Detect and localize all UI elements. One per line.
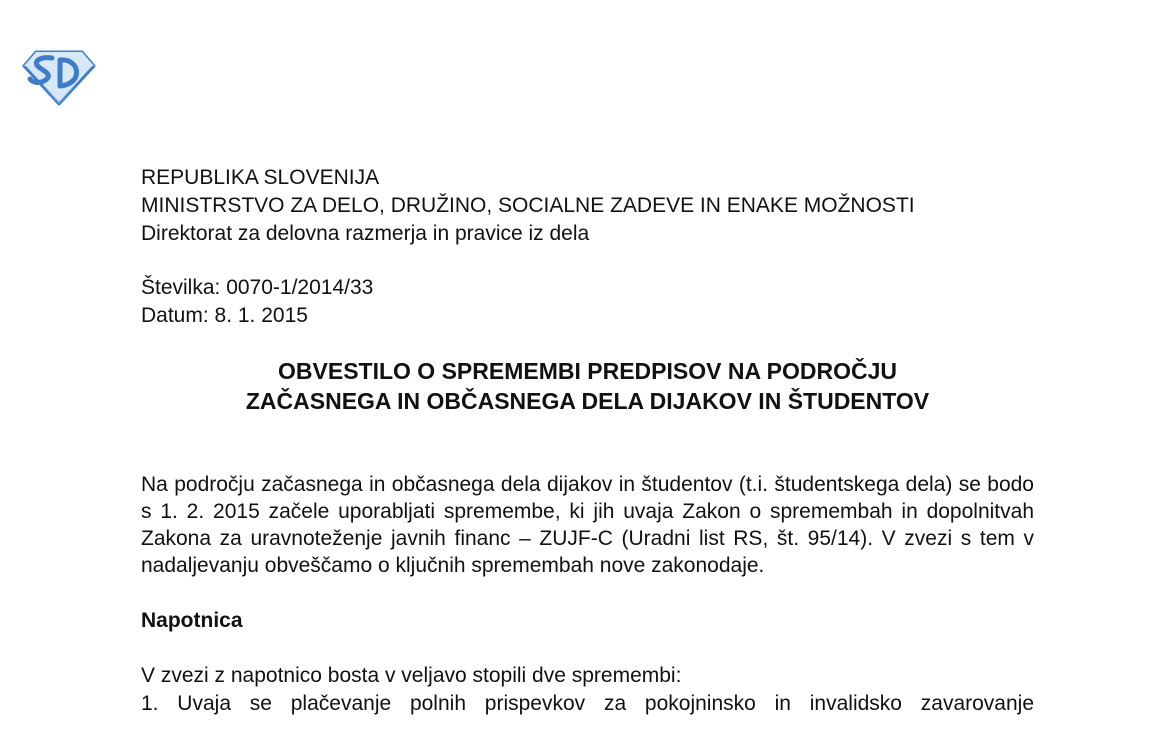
ministry-name: MINISTRSTVO ZA DELO, DRUŽINO, SOCIALNE ZADEVE IN ENAKE MOŽNOSTI bbox=[141, 194, 915, 217]
document-content bbox=[141, 164, 1034, 718]
section-heading: Napotnica bbox=[141, 609, 243, 632]
intro-paragraph: Na področju začasnega in občasnega dela dijakov in študentov (t.i. študentskega dela) se bodo s 1. 2. 2015 začele uporabljati spremembe, ki jih uvaja Zakon o spremembah in dopolnitvah Zakona za uravnoteženje javnih financ – ZUJF-C (Uradni list RS, št. 95/14). V zvezi s tem v nadaljevanju obveščamo o ključnih spremembah nove zakonodaje. bbox=[141, 473, 1034, 577]
title-line-1: OBVESTILO O SPREMEMBI PREDPISOV NA PODROČJU bbox=[278, 358, 897, 384]
sd-logo bbox=[22, 48, 96, 106]
section-intro: V zvezi z napotnico bosta v veljavo stopili dve spremembi: bbox=[141, 664, 682, 687]
document-number: Številka: 0070-1/2014/33 bbox=[141, 276, 374, 299]
letterhead bbox=[141, 164, 1034, 248]
country-name: REPUBLIKA SLOVENIJA bbox=[141, 166, 380, 189]
title-line-2: ZAČASNEGA IN OBČASNEGA DELA DIJAKOV IN ŠTUDENTOV bbox=[245, 388, 930, 414]
list-item: 1. Uvaja se plačevanje polnih prispevkov za pokojninsko in invalidsko zavarovanje bbox=[141, 692, 1034, 715]
directorate-name: Direktorat za delovna razmerja in pravice iz dela bbox=[141, 222, 590, 245]
document-date: Datum: 8. 1. 2015 bbox=[141, 304, 308, 327]
document-meta bbox=[141, 274, 1034, 330]
document-title bbox=[141, 356, 1034, 416]
